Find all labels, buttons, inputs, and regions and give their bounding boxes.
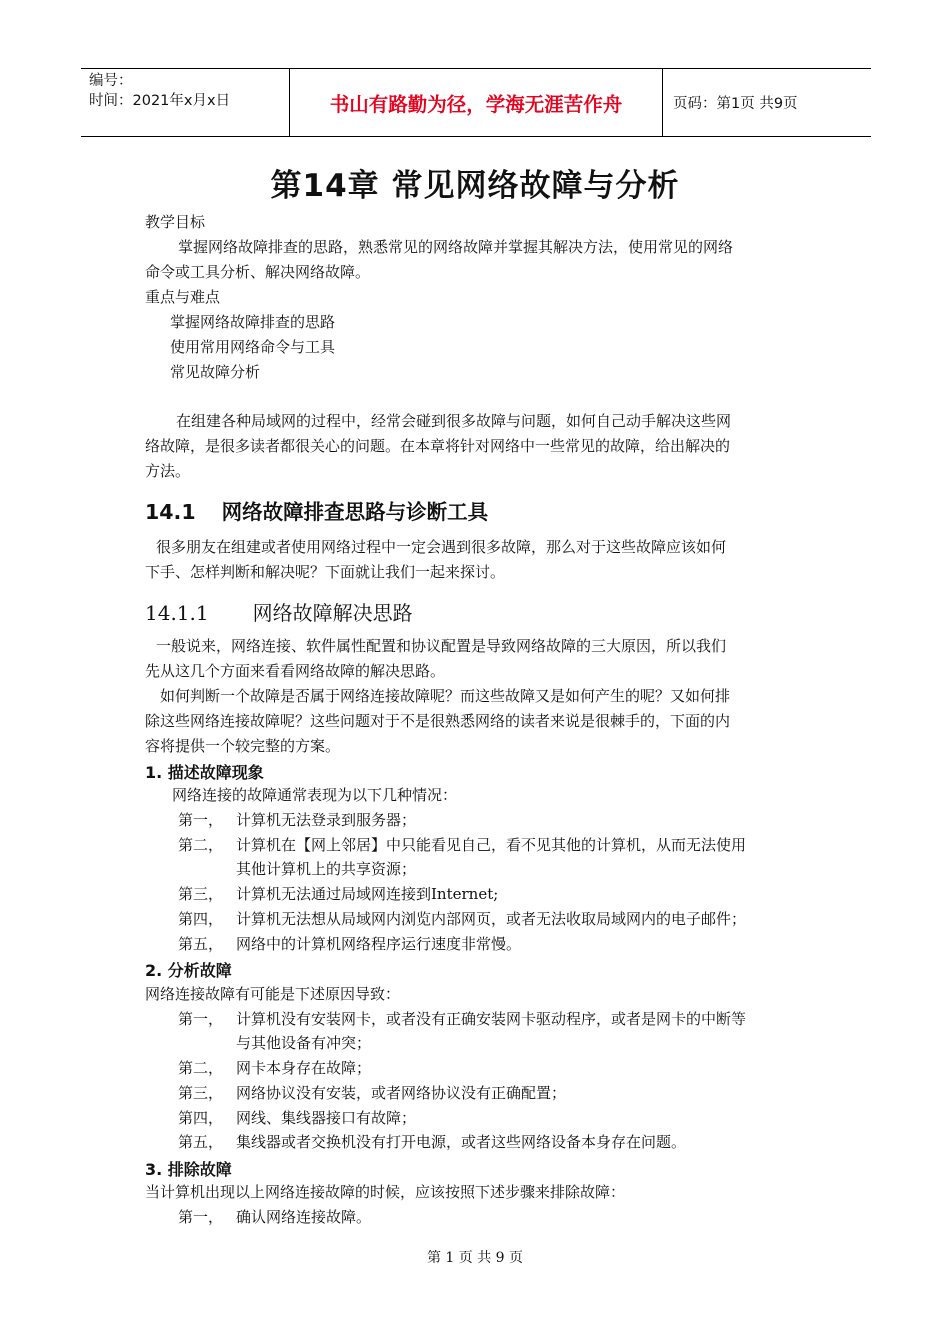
- goals-heading: 教学目标: [145, 213, 206, 231]
- subsection-para2-line-2: 除这些网络连接故障呢？这些问题对于不是很熟悉网络的读者来说是很棘手的，下面的内: [145, 712, 731, 730]
- header-table: [81, 68, 871, 137]
- header-motto: 书山有路勤为径，学海无涯苦作舟: [290, 69, 663, 136]
- step1-heading: 1. 描述故障现象: [145, 763, 264, 782]
- subsection-title: 网络故障解决思路: [252, 601, 413, 625]
- list-item: 第二， 网卡本身存在故障；: [178, 1059, 372, 1077]
- section-para-line-2: 下手、怎样判断和解决呢？下面就让我们一起来探讨。: [145, 563, 506, 581]
- header-info-cell: [81, 69, 290, 136]
- step3-intro: 当计算机出现以上网络连接故障的时候，应该按照下述步骤来排除故障：: [145, 1183, 626, 1201]
- focus-item: 常见故障分析: [170, 363, 261, 381]
- list-item: 第一， 计算机无法登录到服务器；: [178, 811, 417, 829]
- subsection-number: 14.1.1: [145, 601, 209, 625]
- header-page-info: 页码：第1页 共9页: [673, 96, 798, 112]
- chapter-title: 第14章 常见网络故障与分析: [270, 168, 680, 204]
- section-title: 网络故障排查思路与诊断工具: [221, 500, 489, 524]
- intro-line-3: 方法。: [145, 462, 191, 480]
- page-footer: 第 1 页 共 9 页: [426, 1250, 524, 1266]
- list-item-continuation: 与其他设备有冲突；: [236, 1034, 372, 1052]
- step3-heading: 3. 排除故障: [145, 1160, 232, 1179]
- section-para-line-1: 很多朋友在组建或者使用网络过程中一定会遇到很多故障，那么对于这些故障应该如何: [156, 538, 727, 556]
- intro-line-1: 在组建各种局域网的过程中，经常会碰到很多故障与问题，如何自己动手解决这些网: [176, 412, 732, 430]
- focus-heading: 重点与难点: [145, 288, 221, 306]
- list-item: 第五， 集线器或者交换机没有打开电源，或者这些网络设备本身存在问题。: [178, 1133, 687, 1151]
- goals-text-line-2: 命令或工具分析、解决网络故障。: [145, 263, 371, 281]
- list-item: 第二， 计算机在【网上邻居】中只能看见自己，看不见其他的计算机，从而无法使用: [178, 836, 747, 854]
- list-item: 第一， 计算机没有安装网卡，或者没有正确安装网卡驱动程序，或者是网卡的中断等: [178, 1010, 747, 1028]
- focus-item: 掌握网络故障排查的思路: [170, 313, 336, 331]
- list-item: 第一， 确认网络连接故障。: [178, 1208, 372, 1226]
- subsection-para1-line-1: 一般说来，网络连接、软件属性配置和协议配置是导致网络故障的三大原因，所以我们: [156, 637, 727, 655]
- list-item: 第三， 计算机无法通过局域网连接到Internet;: [178, 885, 499, 903]
- list-item: 第三， 网络协议没有安装，或者网络协议没有正确配置；: [178, 1084, 567, 1102]
- step1-intro: 网络连接的故障通常表现为以下几种情况：: [172, 786, 458, 804]
- section-heading: [145, 495, 488, 525]
- subsection-para2-line-1: 如何判断一个故障是否属于网络连接故障呢？而这些故障又是如何产生的呢？又如何排: [160, 687, 731, 705]
- intro-line-2: 络故障，是很多读者都很关心的问题。在本章将针对网络中一些常见的故障，给出解决的: [145, 437, 731, 455]
- subsection-para1-line-2: 先从这几个方面来看看网络故障的解决思路。: [145, 662, 446, 680]
- section-number: 14.1: [145, 500, 196, 524]
- list-item: 第五， 网络中的计算机网络程序运行速度非常慢。: [178, 935, 522, 953]
- goals-text-line-1: 掌握网络故障排查的思路，熟悉常见的网络故障并掌握其解决方法，使用常见的网络: [178, 238, 734, 256]
- subsection-para2-line-3: 容将提供一个较完整的方案。: [145, 737, 341, 755]
- list-item: 第四， 网线、集线器接口有故障；: [178, 1109, 417, 1127]
- step2-intro: 网络连接故障有可能是下述原因导致：: [145, 985, 401, 1003]
- time-label: 时间：2021年x月x日: [89, 93, 231, 109]
- step2-heading: 2. 分析故障: [145, 961, 232, 980]
- list-item: 第四， 计算机无法想从局域网内浏览内部网页，或者无法收取局域网内的电子邮件；: [178, 910, 747, 928]
- number-label: 编号：: [89, 73, 133, 89]
- subsection-heading: [145, 597, 413, 626]
- focus-item: 使用常用网络命令与工具: [170, 338, 336, 356]
- list-item-continuation: 其他计算机上的共享资源；: [236, 860, 417, 878]
